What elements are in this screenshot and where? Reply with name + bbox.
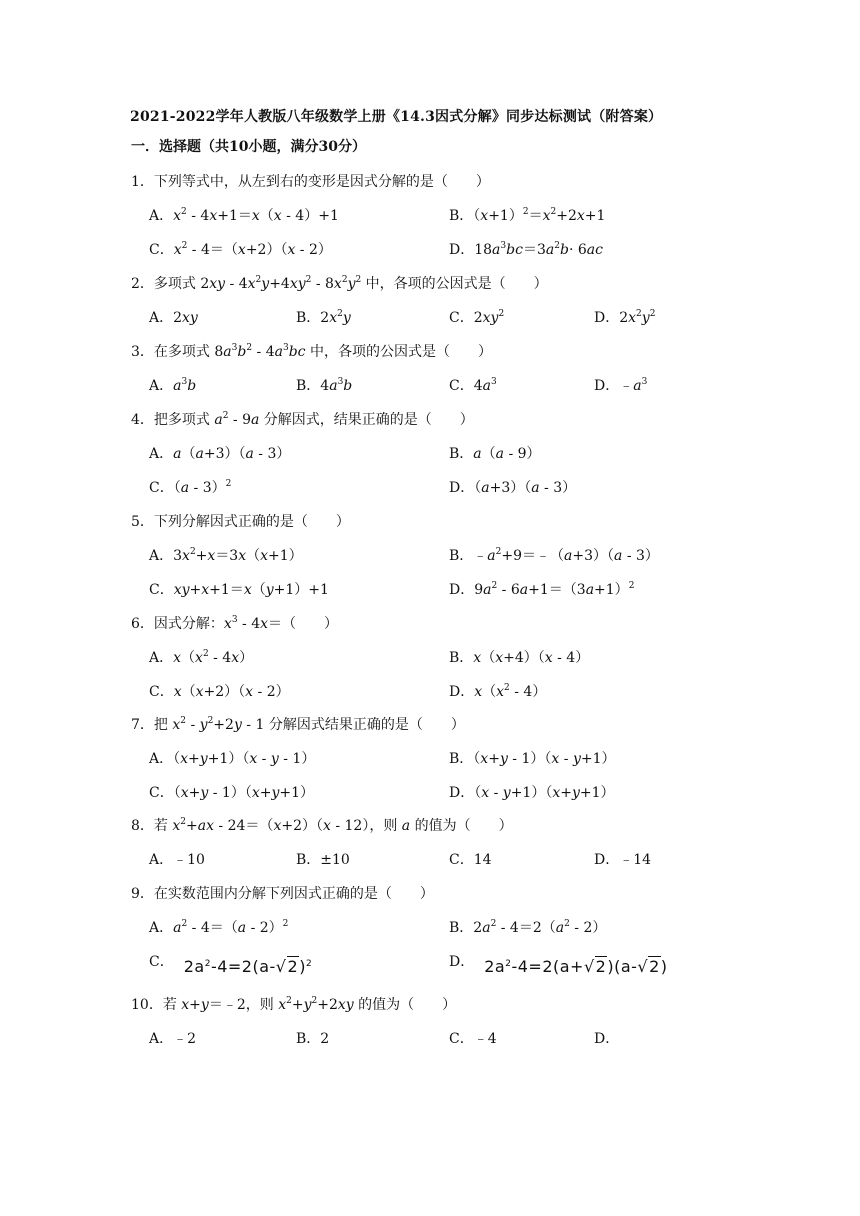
question-7-stem: 7．把 $x^2 - y^2+2y - 1$ 分解因式结果正确的是（ ） <box>131 716 465 733</box>
question-4-option-b[interactable]: B．a（a - 9） <box>449 446 541 462</box>
question-8-option-a[interactable]: A．﹣10 <box>149 852 205 868</box>
question-1-option-a[interactable]: A．$x^2 - 4x+1=x(x - 4)+1$ <box>149 207 339 224</box>
question-2-stem: 2．多项式 $2xy - 4x^2y+4xy^2 - 8x^2y^2$ 中，各项的公因式是（ ） <box>131 275 548 292</box>
question-10-option-b[interactable]: B．2 <box>296 1031 330 1047</box>
question-8-stem: 8．若 $x^2+ax - 24=(x+2)(x - 12)$，则 a 的值为（ ） <box>131 817 513 834</box>
question-2-option-a[interactable]: A．2xy <box>149 310 198 326</box>
question-5-option-c[interactable]: C．xy+x+1＝x（y+1）+1 <box>149 582 329 598</box>
question-4-option-c[interactable]: C．（a - 3）$^2$ <box>149 479 232 496</box>
question-1-stem: 1．下列等式中，从左到右的变形是因式分解的是（ ） <box>131 174 490 190</box>
question-5-option-a[interactable]: A．$3x^2+x=3x(x+1)$ <box>149 547 303 564</box>
question-7-option-a[interactable]: A．（x+y+1）（x - y - 1） <box>149 751 316 767</box>
question-8-option-b[interactable]: B．±10 <box>296 852 350 868</box>
question-6-stem: 6．因式分解：$x^3 - 4x=$（ ） <box>131 615 339 632</box>
question-8-option-c[interactable]: C．14 <box>449 852 492 868</box>
question-9-stem: 9．在实数范围内分解下列因式正确的是（ ） <box>131 886 434 902</box>
formula-image-c: $2a^2-4=2(a-√2)^2$ <box>183 957 313 976</box>
question-4-stem: 4．把多项式 $a^2 - 9a$ 分解因式，结果正确的是（ ） <box>131 411 474 428</box>
question-6-option-d[interactable]: D．$x(x^2 - 4)$ <box>449 683 547 700</box>
question-7-option-c[interactable]: C．（x+y - 1）（x+y+1） <box>149 785 315 801</box>
question-9-option-c[interactable]: C． $2a^2-4=2(a-√2)^2$ <box>149 954 313 976</box>
question-7-option-d[interactable]: D．（x - y+1）（x+y+1） <box>449 785 615 801</box>
question-3-option-c[interactable]: C．$4a^3$ <box>449 377 497 394</box>
question-1-option-d[interactable]: D．$18a^3bc=3a^2b\cdot 6ac$ <box>449 241 603 258</box>
question-9-option-a[interactable]: A．$a^2 - 4=(a - 2)^2$ <box>149 919 289 936</box>
worksheet-title: 2021-2022学年人教版八年级数学上册《14.3因式分解》同步达标测试（附答案） <box>130 109 663 125</box>
question-10-stem: 10．若 x+y＝﹣2，则 $x^2+y^2+2xy$ 的值为（ ） <box>131 996 457 1013</box>
section-heading: 一．选择题（共10小题，满分30分） <box>131 139 366 155</box>
formula-image-d: $2a^2-4=2(a+√2)(a-√2)$ <box>484 957 668 976</box>
question-5-stem: 5．下列分解因式正确的是（ ） <box>131 514 350 530</box>
question-3-option-b[interactable]: B．$4a^3b$ <box>296 377 353 394</box>
question-1-option-c[interactable]: C．$x^2 - 4=(x+2)(x - 2)$ <box>149 241 332 258</box>
question-9-option-b[interactable]: B．$2a^2 - 4=2(a^2 - 2)$ <box>449 919 607 936</box>
question-9-option-d[interactable]: D． $2a^2-4=2(a+√2)(a-√2)$ <box>449 954 668 976</box>
question-3-stem: 3．在多项式 $8a^3b^2 - 4a^3bc$ 中，各项的公因式是（ ） <box>131 343 492 360</box>
question-4-option-a[interactable]: A．a（a+3）（a - 3） <box>149 446 291 462</box>
question-5-option-d[interactable]: D．$9a^2 - 6a+1=(3a+1)^2$ <box>449 581 635 598</box>
question-2-option-c[interactable]: C．$2xy^2$ <box>449 309 505 326</box>
question-5-option-b[interactable]: B．$﹣a^2+9=﹣(a+3)(a - 3)$ <box>449 547 659 564</box>
question-6-option-b[interactable]: B．x（x+4）（x - 4） <box>449 650 590 666</box>
question-2-option-b[interactable]: B．$2x^2y$ <box>296 309 351 326</box>
question-2-option-d[interactable]: D．$2x^2y^2$ <box>594 309 656 326</box>
question-10-option-d[interactable]: D． <box>594 1031 620 1047</box>
question-6-option-c[interactable]: C．x（x+2）（x - 2） <box>149 684 290 700</box>
question-7-option-b[interactable]: B．（x+y - 1）（x - y+1） <box>449 751 616 767</box>
question-3-option-d[interactable]: D．$﹣a^3$ <box>594 377 648 394</box>
question-1-option-b[interactable]: B．$(x+1)^2=x^2+2x+1$ <box>449 207 606 224</box>
question-6-option-a[interactable]: A．$x(x^2 - 4x)$ <box>149 649 254 666</box>
question-8-option-d[interactable]: D．﹣14 <box>594 852 652 868</box>
question-4-option-d[interactable]: D．（a+3）（a - 3） <box>449 480 577 496</box>
question-10-option-c[interactable]: C．﹣4 <box>449 1031 497 1047</box>
question-3-option-a[interactable]: A．$a^3b$ <box>149 377 197 394</box>
question-10-option-a[interactable]: A．﹣2 <box>149 1031 197 1047</box>
